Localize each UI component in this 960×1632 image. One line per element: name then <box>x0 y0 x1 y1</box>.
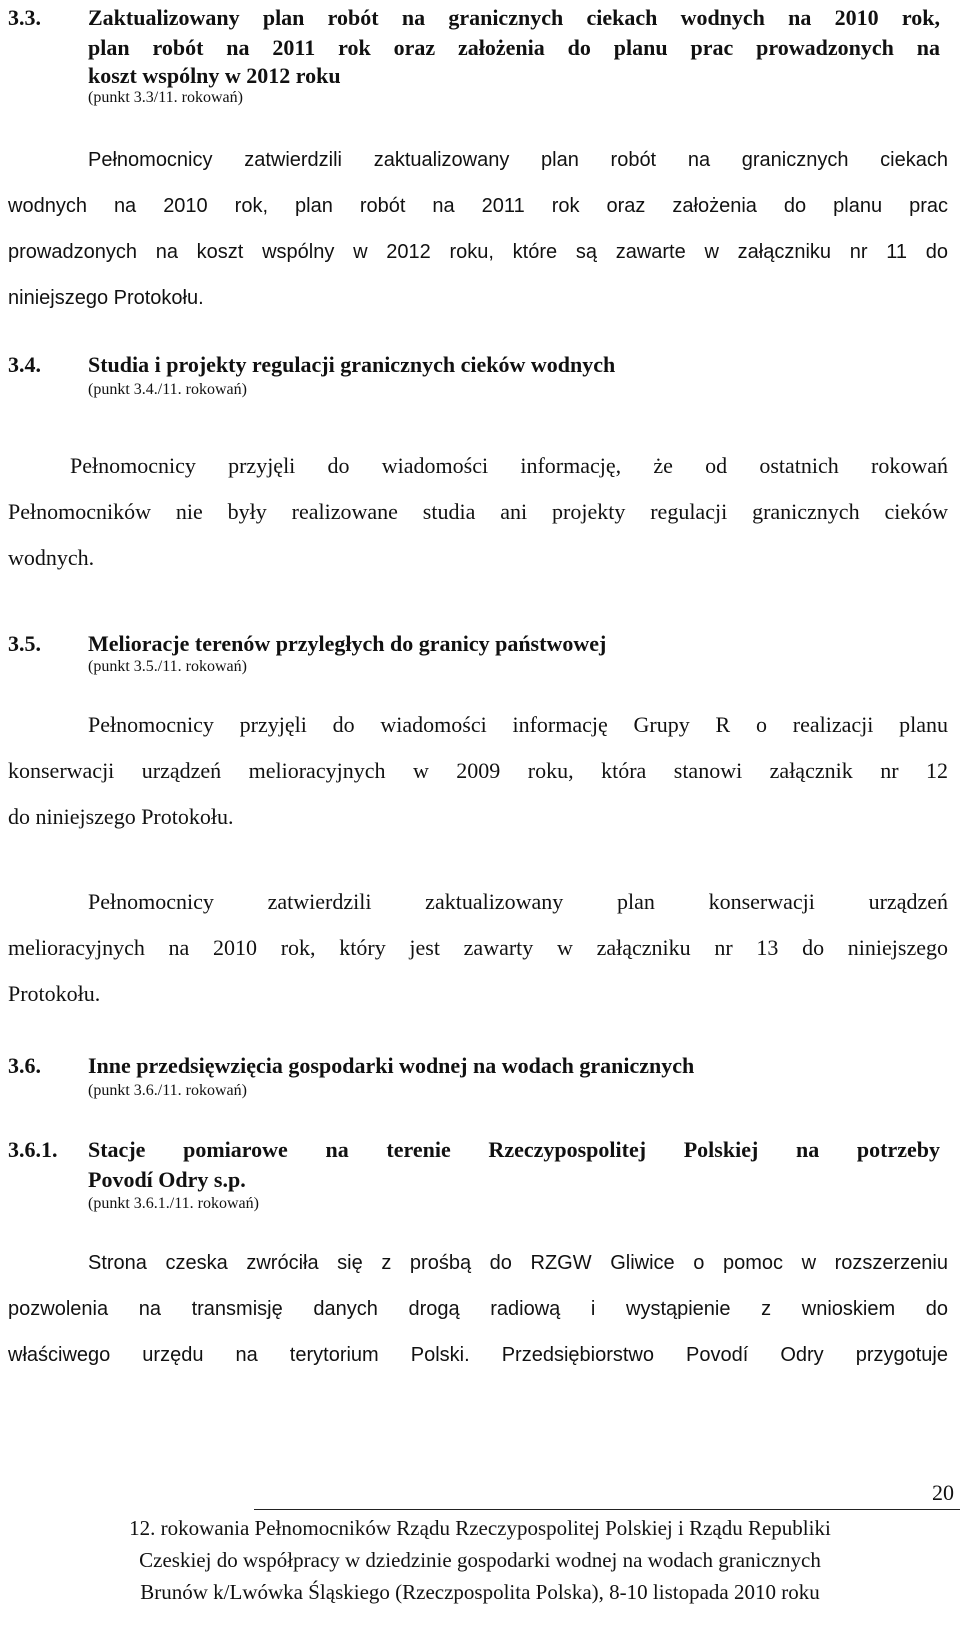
paragraph-line: właściwego urzędu na terytorium Polski. Przedsiębiorstwo Povodí Odry przygotuje <box>8 1344 948 1366</box>
paragraph-line: wodnych na 2010 rok, plan robót na 2011 rok oraz założenia do planu prac <box>8 195 948 217</box>
paragraph-line: Pełnomocnicy zatwierdzili zaktualizowany plan robót na granicznych ciekach <box>88 149 948 171</box>
paragraph <box>8 702 948 840</box>
paragraph-line: melioracyjnych na 2010 rok, który jest zawarty w załączniku nr 13 do niniejszego <box>8 935 948 960</box>
section-title-line: Studia i projekty regulacji granicznych cieków wodnych <box>88 352 616 377</box>
footer-line: Brunów k/Lwówka Śląskiego (Rzeczpospolita Polska), 8-10 listopada 2010 roku <box>140 1580 820 1604</box>
section-title-line: Zaktualizowany plan robót na granicznych ciekach wodnych na 2010 rok, <box>88 5 940 30</box>
paragraph-line: Protokołu. <box>8 981 101 1006</box>
section-number: 3.6.1. <box>8 1137 58 1162</box>
paragraph-line: Pełnomocnicy przyjęli do wiadomości informację Grupy R o realizacji planu <box>88 712 948 737</box>
paragraph <box>8 1240 948 1378</box>
page-number: 20 <box>932 1480 954 1505</box>
paragraph <box>8 137 948 321</box>
paragraph-line: pozwolenia na transmisję danych drogą radiową i wystąpienie z wnioskiem do <box>8 1298 948 1320</box>
paragraph-line: Strona czeska zwróciła się z prośbą do RZGW Gliwice o pomoc w rozszerzeniu <box>88 1252 948 1274</box>
paragraph-line: Pełnomocnicy przyjęli do wiadomości informację, że od ostatnich rokowań <box>70 453 948 478</box>
section-title-line: Stacje pomiarowe na terenie Rzeczypospolitej Polskiej na potrzeby <box>88 1137 940 1162</box>
paragraph-line: Pełnomocnicy zatwierdzili zaktualizowany plan konserwacji urządzeń <box>88 889 948 914</box>
paragraph-line: niniejszego Protokołu. <box>8 287 204 309</box>
paragraph-line: Pełnomocników nie były realizowane studia ani projekty regulacji granicznych cieków <box>8 499 948 524</box>
section-number: 3.6. <box>8 1053 41 1078</box>
paragraph-line: konserwacji urządzeń melioracyjnych w 2009 roku, która stanowi załącznik nr 12 <box>8 758 948 783</box>
section-reference: (punkt 3.4./11. rokowań) <box>88 381 247 398</box>
paragraph-line: do niniejszego Protokołu. <box>8 804 234 829</box>
section-title-line: Inne przedsięwzięcia gospodarki wodnej na wodach granicznych <box>88 1053 695 1078</box>
paragraph-line: wodnych. <box>8 545 95 570</box>
section-reference: (punkt 3.3/11. rokowań) <box>88 89 243 106</box>
paragraph <box>8 443 948 581</box>
section-number: 3.3. <box>8 5 41 30</box>
section-title-line: plan robót na 2011 rok oraz założenia do planu prac prowadzonych na <box>88 35 940 60</box>
section-reference: (punkt 3.6.1./11. rokowań) <box>88 1195 259 1212</box>
section-reference: (punkt 3.5./11. rokowań) <box>88 658 247 675</box>
paragraph <box>8 879 948 1017</box>
section-title-line: koszt wspólny w 2012 roku <box>88 63 341 88</box>
section-title-line: Povodí Odry s.p. <box>88 1167 246 1192</box>
section-number: 3.4. <box>8 352 41 377</box>
section-title-line: Melioracje terenów przyległych do granicy państwowej <box>88 631 607 656</box>
paragraph-line: prowadzonych na koszt wspólny w 2012 roku, które są zawarte w załączniku nr 11 do <box>8 241 948 263</box>
section-reference: (punkt 3.6./11. rokowań) <box>88 1082 247 1099</box>
footer-divider <box>254 1509 960 1510</box>
section-number: 3.5. <box>8 631 41 656</box>
footer-line: 12. rokowania Pełnomocników Rządu Rzeczypospolitej Polskiej i Rządu Republiki <box>129 1516 831 1540</box>
footer-line: Czeskiej do współpracy w dziedzinie gospodarki wodnej na wodach granicznych <box>139 1548 821 1572</box>
